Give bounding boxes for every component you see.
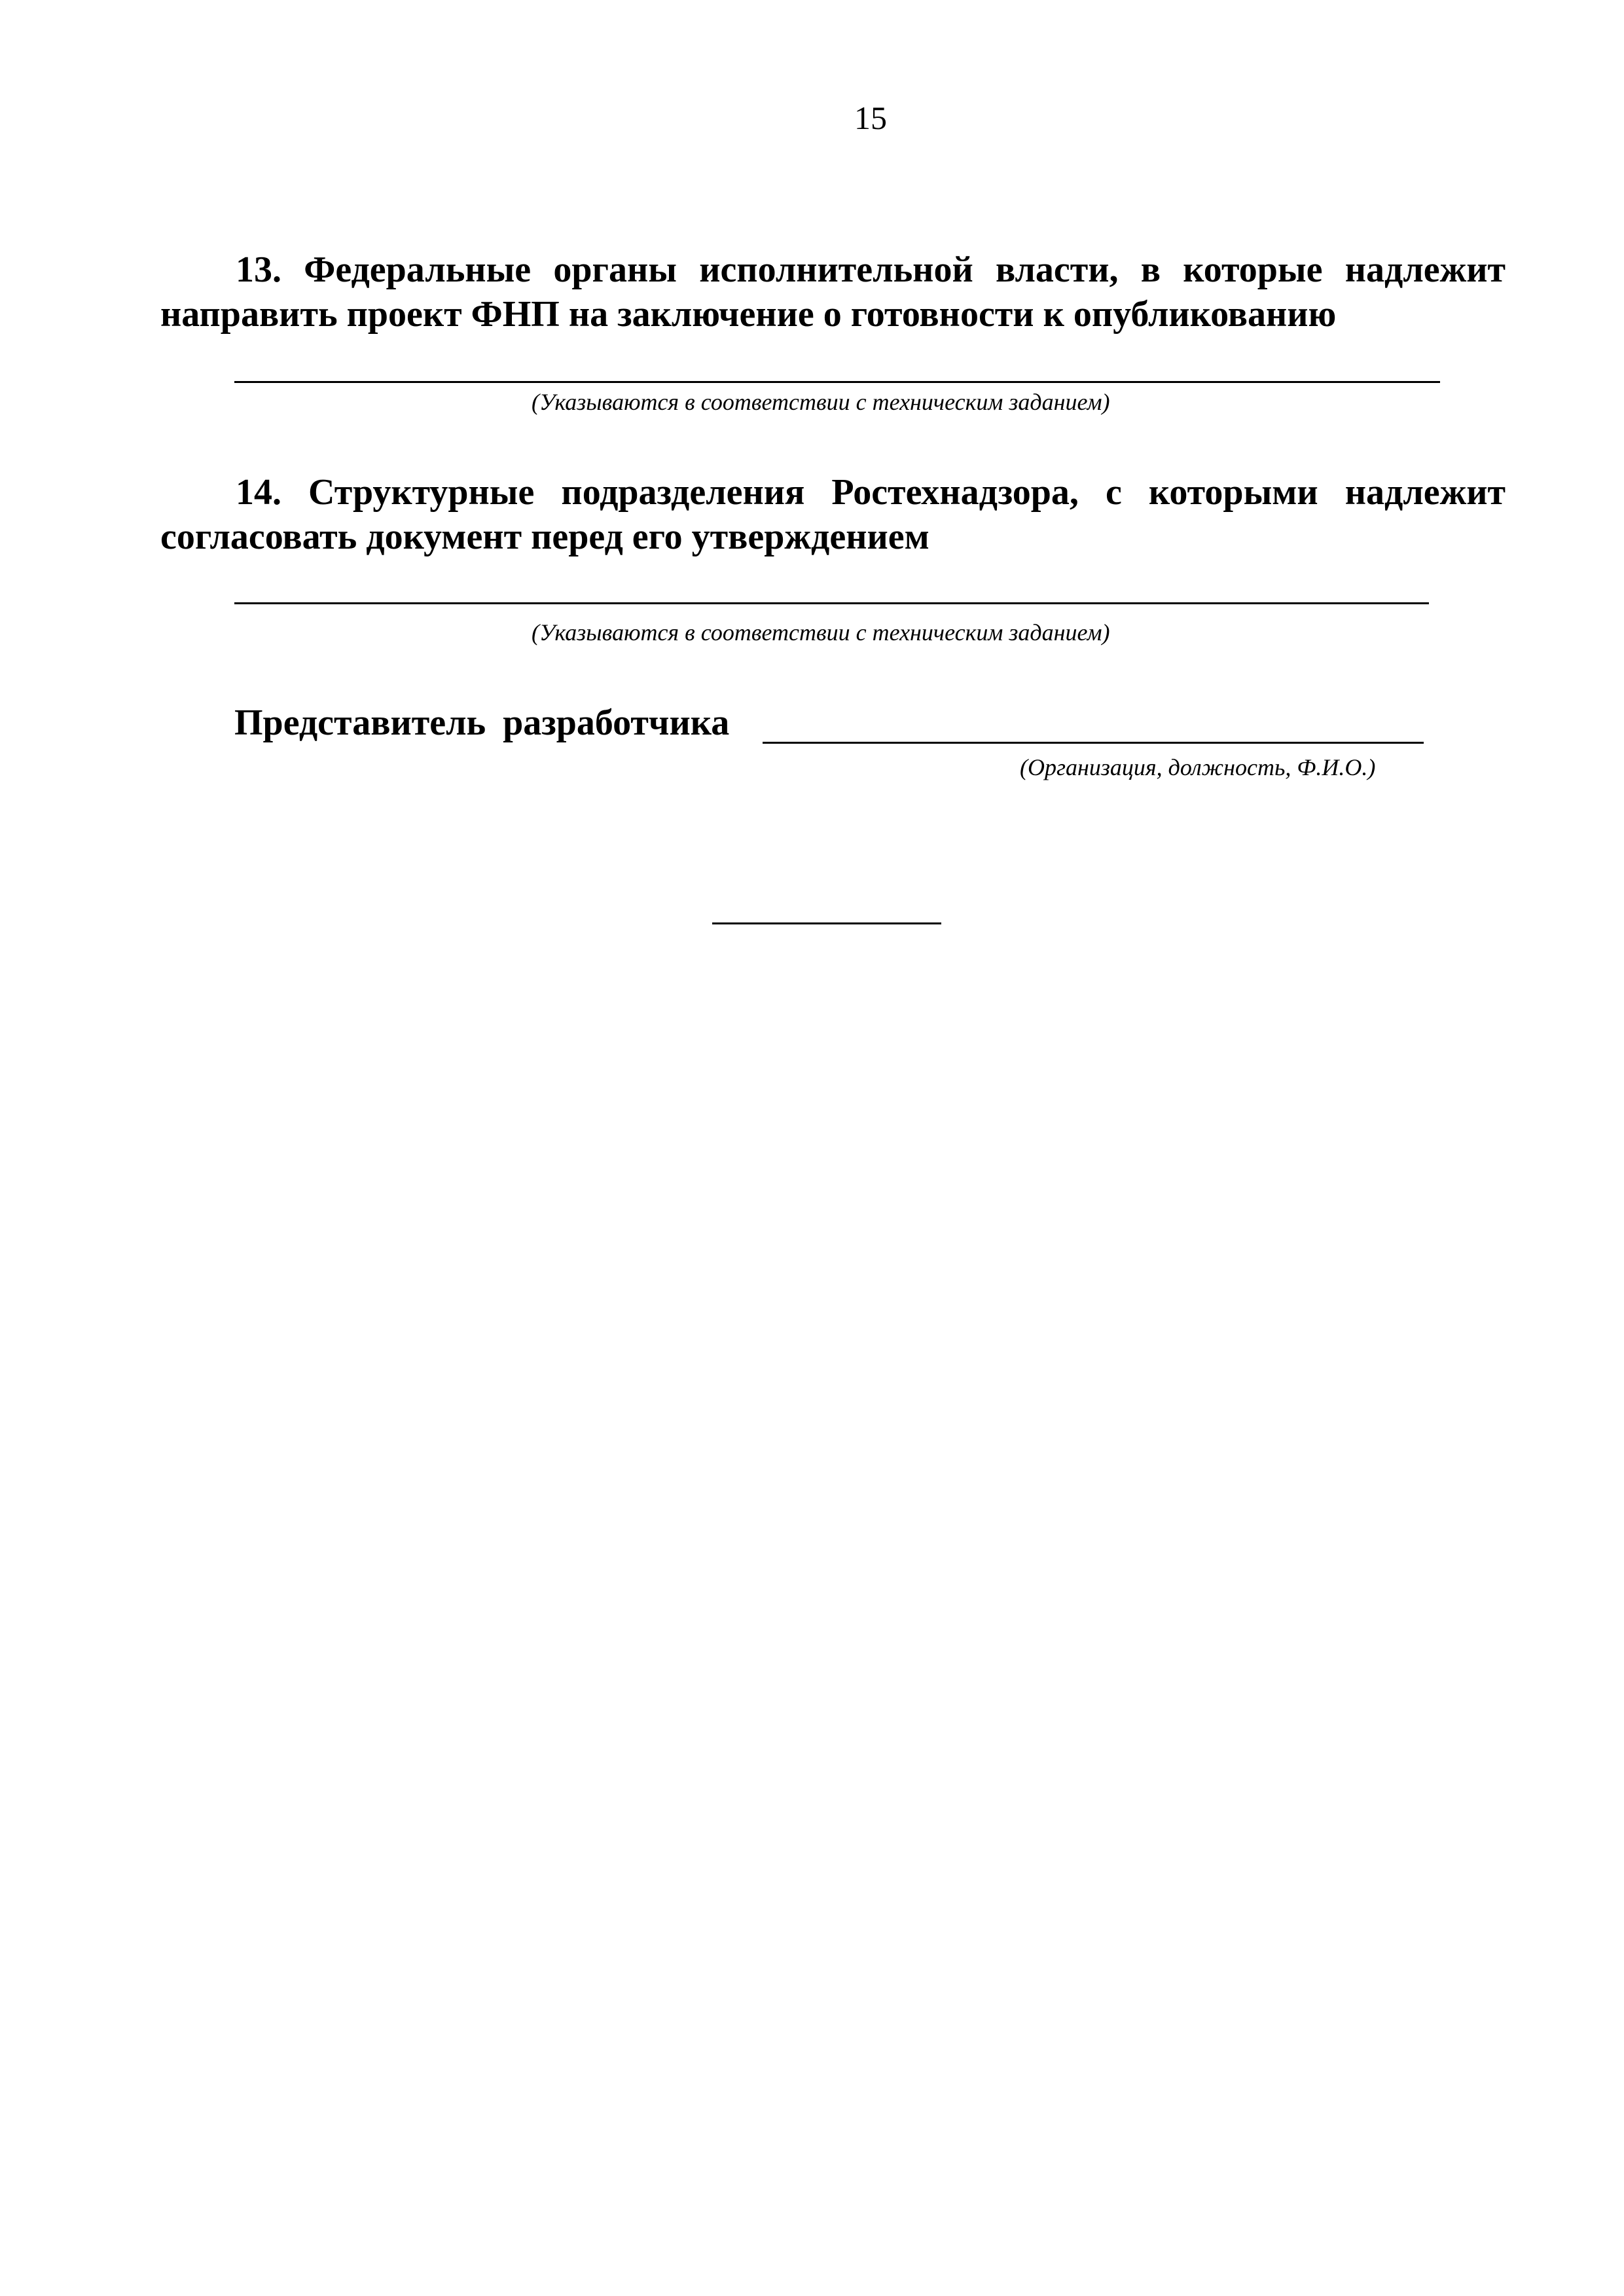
section-14-hint: (Указываются в соответствии с техническим заданием) (532, 619, 1110, 646)
section-13-fill-in-line (234, 381, 1440, 383)
page-number: 15 (854, 100, 887, 136)
section-14-fill-in-line (234, 602, 1429, 604)
section-14-heading (160, 470, 1506, 559)
section-14-heading-line-2: согласовать документ перед его утверждением (160, 517, 929, 557)
section-13-heading (160, 247, 1506, 337)
representative-fill-in-line (763, 742, 1424, 744)
section-13-heading-line-2: направить проект ФНП на заключение о готовности к опубликованию (160, 294, 1337, 335)
representative-hint: (Организация, должность, Ф.И.О.) (1020, 754, 1376, 780)
section-14-heading-line-1: 14. Структурные подразделения Ростехнадзора, с которыми надлежит (236, 472, 1506, 513)
section-13-hint: (Указываются в соответствии с техническим заданием) (532, 389, 1110, 415)
representative-label: Представитель разработчика (234, 702, 730, 743)
section-13-heading-line-1: 13. Федеральные органы исполнительной власти, в которые надлежит (236, 249, 1506, 290)
closing-separator-line (712, 922, 941, 924)
